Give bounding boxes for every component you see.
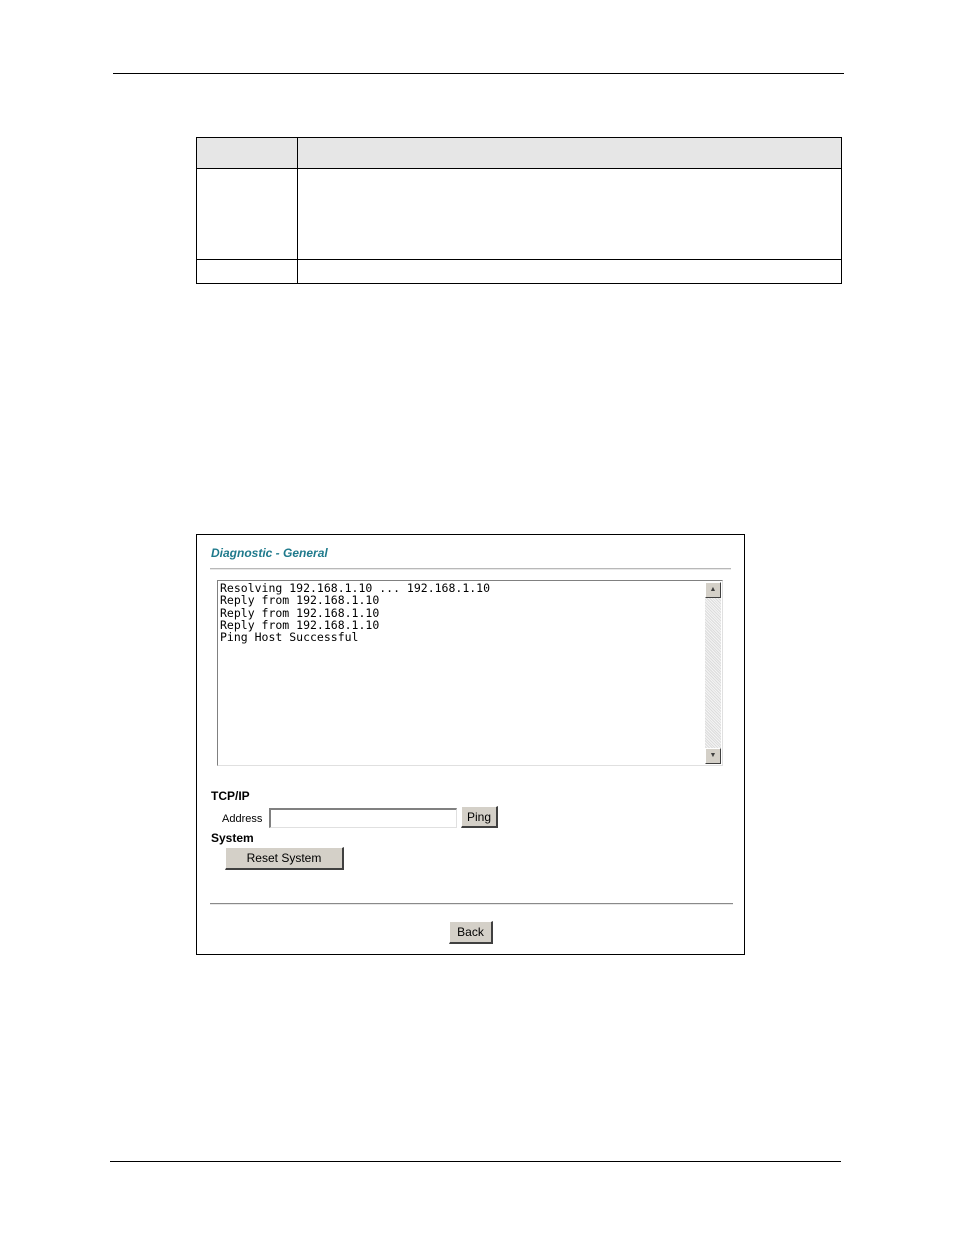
field-description-table	[196, 137, 842, 284]
address-label: Address	[222, 813, 263, 825]
table-cell-label	[197, 260, 298, 284]
tcpip-section-label: TCP/IP	[211, 789, 250, 803]
diagnostic-general-screen	[196, 534, 745, 955]
system-section-label: System	[211, 831, 254, 845]
table-header-description	[298, 138, 842, 169]
address-input[interactable]	[269, 808, 457, 828]
diagnostic-log-text: Resolving 192.168.1.10 ... 192.168.1.10 Reply from 192.168.1.10 Reply from 192.168.1.10 Reply from 192.168.1.10 Ping Host Successful	[220, 581, 491, 645]
scroll-up-arrow-icon[interactable]: ▲	[705, 582, 721, 598]
page-footer-rule	[110, 1161, 841, 1162]
back-button[interactable]: Back	[449, 921, 493, 944]
log-scrollbar[interactable]	[705, 582, 721, 764]
table-cell-label	[197, 169, 298, 260]
table-row	[197, 169, 842, 260]
scroll-down-arrow-icon[interactable]: ▼	[705, 748, 721, 764]
table-cell-description	[298, 260, 842, 284]
table-header-label	[197, 138, 298, 169]
table-header-row	[197, 138, 842, 169]
table-row	[197, 260, 842, 284]
ping-button[interactable]: Ping	[461, 806, 498, 828]
reset-system-button[interactable]: Reset System	[225, 847, 344, 870]
page-header-rule	[113, 73, 844, 74]
table-cell-description	[298, 169, 842, 260]
title-divider	[210, 568, 731, 570]
diagnostic-log-textarea[interactable]	[217, 580, 723, 766]
screen-title: Diagnostic - General	[211, 546, 328, 560]
footer-divider	[210, 903, 733, 905]
